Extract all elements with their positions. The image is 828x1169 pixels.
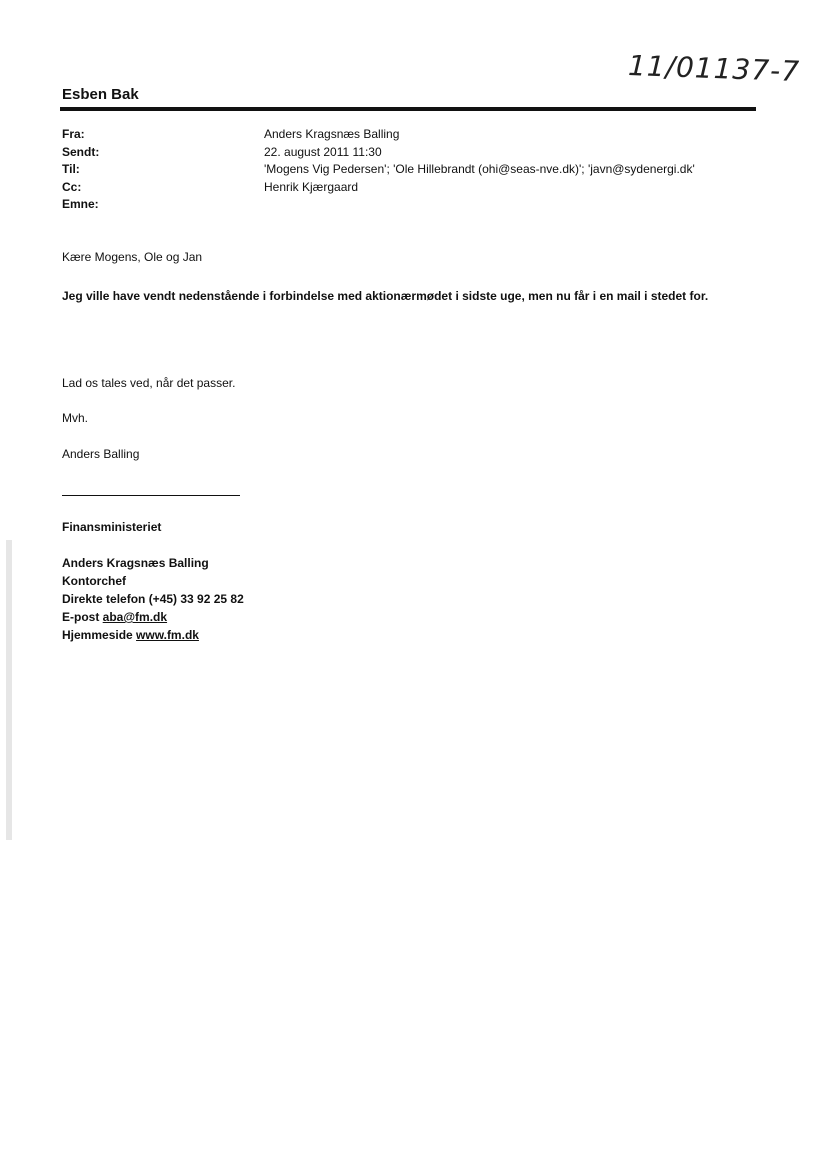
signature-email-row xyxy=(62,608,244,626)
web-link[interactable]: www.fm.dk xyxy=(136,628,199,642)
subject-value xyxy=(264,196,695,214)
from-value: Anders Kragsnæs Balling xyxy=(264,127,400,141)
closing-line: Lad os tales ved, når det passer. xyxy=(62,376,236,390)
sent-label: Sendt: xyxy=(62,144,100,159)
regards: Mvh. xyxy=(62,411,89,425)
sent-value: 22. august 2011 11:30 xyxy=(264,144,382,159)
org-name: Finansministeriet xyxy=(62,520,162,534)
header-divider xyxy=(60,107,756,111)
cc-label: Cc: xyxy=(62,179,82,194)
greeting: Kære Mogens, Ole og Jan xyxy=(62,250,203,264)
body-paragraph: Jeg ville have vendt nedenstående i forbindelse med aktionærmødet i sidste uge, men nu får i en mail i stedet for. xyxy=(62,289,709,303)
signature-web-row xyxy=(62,626,244,644)
signature-name: Anders Kragsnæs Balling xyxy=(62,556,209,570)
signature-title: Kontorchef xyxy=(62,574,126,588)
email-link[interactable]: aba@fm.dk xyxy=(102,610,168,624)
from-label: Fra: xyxy=(62,127,85,141)
web-label: Hjemmeside xyxy=(62,628,137,642)
mailbox-owner-name: Esben Bak xyxy=(62,86,139,103)
email-header-values xyxy=(264,126,695,214)
signature-org xyxy=(62,518,161,536)
signature-block xyxy=(62,554,244,644)
signature-divider xyxy=(62,495,240,496)
signature-phone: Direkte telefon (+45) 33 92 25 82 xyxy=(62,592,244,606)
scan-artifact xyxy=(6,540,12,840)
signed-name: Anders Balling xyxy=(62,447,140,461)
subject-label: Emne: xyxy=(62,197,99,211)
to-value: 'Mogens Vig Pedersen'; 'Ole Hillebrandt (ohi@seas-nve.dk)'; 'javn@sydenergi.dk' xyxy=(264,162,695,176)
email-header-labels xyxy=(62,126,99,214)
cc-value: Henrik Kjærgaard xyxy=(264,179,359,194)
to-label: Til: xyxy=(62,162,80,176)
email-label: E-post xyxy=(62,610,103,624)
handwritten-case-number: 11/01137-7 xyxy=(627,49,801,88)
